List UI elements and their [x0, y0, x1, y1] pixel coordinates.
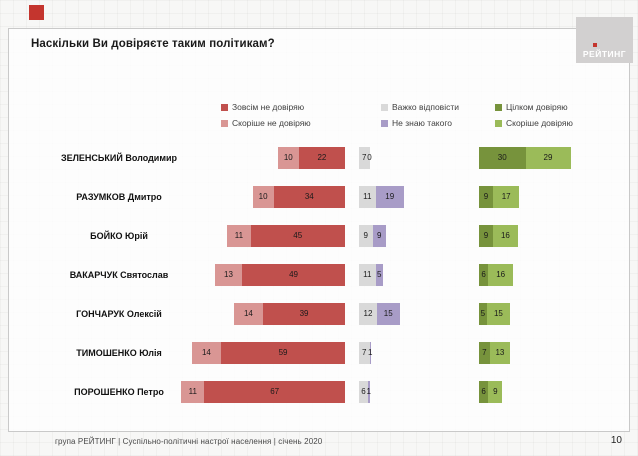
- legend-label: Скоріше не довіряю: [232, 118, 311, 128]
- bar-value-label: 14: [243, 309, 253, 318]
- bar-segment: [359, 264, 376, 286]
- bar-group-mid: [359, 342, 371, 364]
- bar-segment: [493, 186, 519, 208]
- bar-value-label: 11: [363, 270, 372, 279]
- slide-corner-marker: [29, 5, 44, 20]
- bar-group-pos: [479, 147, 571, 169]
- bar-group-mid: [359, 225, 386, 247]
- bar-value-label: 16: [496, 270, 506, 279]
- footer-text: група РЕЙТИНГ | Суспільно-політичні настрої населення | січень 2020: [55, 437, 323, 446]
- bar-value-label: 15: [383, 309, 393, 318]
- politician-name: ПОРОШЕНКО Петро: [74, 387, 164, 397]
- bar-segment: [251, 225, 346, 247]
- legend-label: Важко відповісти: [392, 102, 459, 112]
- bar-value-label: 11: [363, 192, 372, 201]
- legend-item: [221, 115, 381, 131]
- bar-value-label: 19: [385, 192, 395, 201]
- bar-segment: [377, 303, 400, 325]
- bar-value-label: 34: [304, 192, 314, 201]
- chart-row: [9, 186, 629, 208]
- bar-group-mid: [359, 303, 400, 325]
- chart-row: [9, 381, 629, 403]
- bar-value-label: 7: [482, 348, 487, 357]
- chart-row: [9, 303, 629, 325]
- bar-value-label: 1: [368, 348, 373, 357]
- bar-segment: [227, 225, 250, 247]
- bar-group-mid: [359, 264, 383, 286]
- chart-row: [9, 225, 629, 247]
- bar-segment: [488, 381, 502, 403]
- bar-segment: [263, 303, 345, 325]
- bar-group-pos: [479, 303, 510, 325]
- logo-text: РЕЙТИНГ: [582, 49, 627, 59]
- legend-label: Цілком довіряю: [506, 102, 568, 112]
- bar-value-label: 12: [363, 309, 373, 318]
- bar-value-label: 45: [293, 231, 303, 240]
- politician-name: ВАКАРЧУК Святослав: [69, 270, 169, 280]
- bar-group-pos: [479, 186, 519, 208]
- legend-item: [221, 99, 381, 115]
- bar-segment: [234, 303, 263, 325]
- legend-item: [495, 99, 635, 115]
- bar-segment: [487, 303, 510, 325]
- bar-value-label: 9: [377, 231, 382, 240]
- logo-accent: [593, 43, 597, 47]
- bar-value-label: 5: [377, 270, 382, 279]
- bar-segment: [479, 225, 493, 247]
- legend-label: Не знаю такого: [392, 118, 452, 128]
- bar-value-label: 9: [483, 231, 489, 240]
- bar-value-label: 6: [481, 270, 486, 279]
- bar-value-label: 11: [234, 231, 244, 240]
- bar-value-label: 22: [317, 153, 327, 162]
- chart-row: [9, 147, 629, 169]
- bar-value-label: 30: [497, 153, 507, 162]
- bar-value-label: 9: [483, 192, 489, 201]
- bar-value-label: 10: [283, 153, 293, 162]
- legend-item: [381, 115, 495, 131]
- bar-segment: [376, 186, 405, 208]
- bar-segment: [242, 264, 345, 286]
- bar-value-label: 14: [201, 348, 211, 357]
- bar-value-label: 13: [495, 348, 505, 357]
- bar-segment: [274, 186, 345, 208]
- bar-group-neg: [181, 381, 345, 403]
- bar-value-label: 16: [500, 231, 510, 240]
- bar-value-label: 6: [481, 387, 486, 396]
- bar-group-mid: [359, 147, 370, 169]
- politician-name: ГОНЧАРУК Олексій: [76, 309, 162, 319]
- bar-segment: [359, 186, 376, 208]
- bar-segment: [370, 342, 372, 364]
- bar-segment: [204, 381, 345, 403]
- legend-item: [381, 99, 495, 115]
- bar-segment: [299, 147, 345, 169]
- bar-segment: [278, 147, 299, 169]
- bar-segment: [493, 225, 518, 247]
- bar-segment: [479, 303, 487, 325]
- bar-segment: [253, 186, 274, 208]
- rating-logo: [576, 17, 633, 63]
- bar-value-label: 39: [299, 309, 309, 318]
- bar-group-neg: [278, 147, 345, 169]
- bar-segment: [479, 264, 488, 286]
- bar-value-label: 5: [480, 309, 486, 318]
- bar-value-label: 10: [258, 192, 268, 201]
- bar-segment: [215, 264, 242, 286]
- bar-group-pos: [479, 264, 513, 286]
- legend-label: Скоріше довіряю: [506, 118, 573, 128]
- bar-value-label: 9: [493, 387, 498, 396]
- bar-group-mid: [359, 381, 370, 403]
- bar-segment: [376, 264, 384, 286]
- bar-segment: [479, 381, 488, 403]
- legend-swatch: [221, 104, 228, 111]
- chart-card: [8, 28, 630, 432]
- bar-segment: [373, 225, 387, 247]
- bar-value-label: 11: [188, 387, 197, 396]
- bar-group-pos: [479, 342, 510, 364]
- bar-value-label: 7: [362, 153, 367, 162]
- bar-segment: [192, 342, 221, 364]
- bar-group-pos: [479, 225, 518, 247]
- bar-group-neg: [253, 186, 345, 208]
- legend-item: [495, 115, 635, 131]
- politician-name: БОЙКО Юрій: [90, 231, 148, 241]
- bar-value-label: 49: [289, 270, 298, 279]
- bar-segment: [359, 225, 373, 247]
- legend-swatch: [495, 120, 502, 127]
- politician-name: РАЗУМКОВ Дмитро: [76, 192, 162, 202]
- bar-value-label: 29: [543, 153, 553, 162]
- bar-segment: [181, 381, 204, 403]
- bar-value-label: 17: [501, 192, 511, 201]
- page-number: 10: [610, 435, 622, 446]
- bar-group-neg: [227, 225, 345, 247]
- legend: [221, 99, 635, 131]
- bar-group-mid: [359, 186, 404, 208]
- bar-segment: [490, 342, 510, 364]
- bar-group-neg: [192, 342, 345, 364]
- bar-value-label: 6: [361, 387, 366, 396]
- bar-segment: [479, 342, 490, 364]
- bar-group-neg: [234, 303, 345, 325]
- bar-value-label: 1: [366, 387, 371, 396]
- bar-value-label: 15: [493, 309, 503, 318]
- politician-name: ТИМОШЕНКО Юлія: [76, 348, 162, 358]
- bar-segment: [221, 342, 345, 364]
- slide-title: Наскільки Ви довіряєте таким політикам?: [31, 38, 275, 50]
- bar-segment: [479, 186, 493, 208]
- bar-group-neg: [215, 264, 345, 286]
- bar-segment: [479, 147, 526, 169]
- politician-name: ЗЕЛЕНСЬКИЙ Володимир: [60, 153, 178, 163]
- bar-value-label: 7: [362, 348, 367, 357]
- bar-group-pos: [479, 381, 502, 403]
- legend-swatch: [495, 104, 502, 111]
- bar-value-label: 59: [278, 348, 288, 357]
- bar-segment: [488, 264, 513, 286]
- bar-value-label: 0: [367, 153, 372, 162]
- bar-value-label: 67: [270, 387, 280, 396]
- legend-swatch: [381, 104, 388, 111]
- legend-swatch: [381, 120, 388, 127]
- legend-label: Зовсім не довіряю: [232, 102, 305, 112]
- bar-segment: [368, 381, 370, 403]
- bar-value-label: 13: [224, 270, 233, 279]
- bar-value-label: 9: [363, 231, 368, 240]
- legend-swatch: [221, 120, 228, 127]
- bar-segment: [526, 147, 571, 169]
- bar-segment: [359, 303, 377, 325]
- chart-row: [9, 264, 629, 286]
- chart-row: [9, 342, 629, 364]
